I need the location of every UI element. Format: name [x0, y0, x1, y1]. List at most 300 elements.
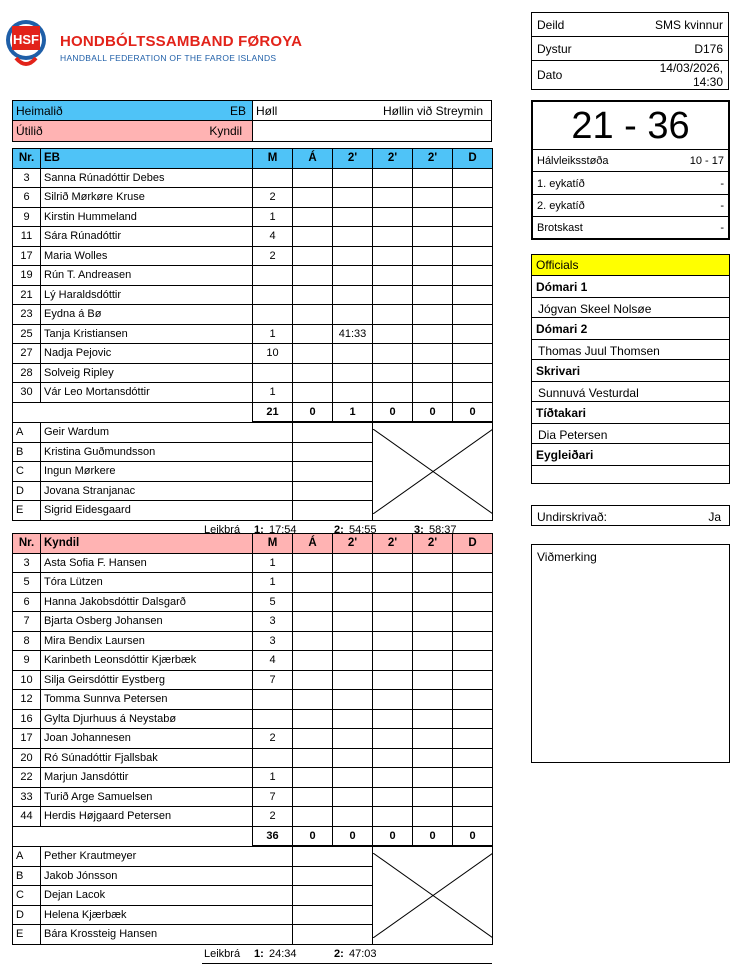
- player-number: 25: [13, 324, 41, 344]
- player-stat-s1: [333, 592, 373, 612]
- player-stat-s3: [413, 670, 453, 690]
- player-stat-s1: [333, 227, 373, 247]
- score-detail-label: Brotskast: [537, 222, 583, 234]
- player-name: Gylta Djurhuus á Neystabø: [41, 709, 253, 729]
- player-row: [13, 363, 493, 383]
- player-row: [13, 285, 493, 305]
- player-row: [13, 383, 493, 403]
- player-stat-s2: [373, 807, 413, 827]
- staff-blank: [293, 866, 373, 886]
- player-stat-m: 7: [253, 670, 293, 690]
- player-name: Sanna Rúnadóttir Debes: [41, 168, 253, 188]
- player-stat-s1: [333, 612, 373, 632]
- player-stat-s2: [373, 188, 413, 208]
- player-stat-s1: [333, 363, 373, 383]
- player-number: 33: [13, 787, 41, 807]
- staff-blank: [293, 442, 373, 462]
- staff-blank: [293, 423, 373, 443]
- player-row: [13, 787, 493, 807]
- timeout-time: 17:54: [269, 523, 297, 536]
- col-header: 2': [413, 149, 453, 169]
- official-role: Eygleiðari: [536, 448, 594, 462]
- player-stat-a: [293, 592, 333, 612]
- official-name-box: [532, 423, 729, 444]
- player-stat-s3: [413, 612, 453, 632]
- player-stat-s3: [413, 787, 453, 807]
- player-stat-s1: [333, 670, 373, 690]
- player-row: [13, 246, 493, 266]
- staff-name: Jovana Stranjanac: [41, 481, 293, 501]
- player-row: [13, 612, 493, 632]
- player-stat-s1: [333, 631, 373, 651]
- player-stat-a: [293, 690, 333, 710]
- player-stat-m: [253, 363, 293, 383]
- total-a: 0: [293, 826, 333, 846]
- player-name: Silrið Mørkøre Kruse: [41, 188, 253, 208]
- score-detail-label: Hálvleiksstøða: [537, 155, 609, 167]
- player-stat-d: [453, 612, 493, 632]
- player-number: 11: [13, 227, 41, 247]
- score-detail-extra1: [533, 173, 728, 195]
- timeout-number: 2:: [334, 523, 344, 536]
- official-name: Dia Petersen: [538, 428, 608, 442]
- player-stat-s2: [373, 709, 413, 729]
- player-stat-m: 1: [253, 324, 293, 344]
- score-detail-halftime: [533, 151, 728, 172]
- player-row: [13, 573, 493, 593]
- official-name-box: [532, 339, 729, 360]
- player-stat-d: [453, 344, 493, 364]
- player-number: 17: [13, 729, 41, 749]
- player-stat-a: [293, 324, 333, 344]
- official-name: Jógvan Skeel Nolsøe: [538, 302, 652, 316]
- player-stat-m: [253, 709, 293, 729]
- federation-subtitle: HANDBALL FEDERATION OF THE FAROE ISLANDS: [60, 53, 277, 63]
- player-stat-d: [453, 651, 493, 671]
- player-name: Mira Bendix Laursen: [41, 631, 253, 651]
- player-stat-s2: [373, 670, 413, 690]
- player-stat-s1: [333, 344, 373, 364]
- staff-blank: [293, 886, 373, 906]
- player-stat-s1: [333, 651, 373, 671]
- player-row: [13, 631, 493, 651]
- player-stat-s3: [413, 246, 453, 266]
- player-row: [13, 324, 493, 344]
- player-name: Karinbeth Leonsdóttir Kjærbæk: [41, 651, 253, 671]
- player-stat-m: 5: [253, 592, 293, 612]
- totals-blank: [13, 402, 253, 422]
- staff-name: Ingun Mørkere: [41, 462, 293, 482]
- player-stat-m: [253, 285, 293, 305]
- player-stat-s3: [413, 592, 453, 612]
- player-stat-s3: [413, 207, 453, 227]
- hsf-emblem-icon: [4, 14, 48, 74]
- player-stat-s3: [413, 227, 453, 247]
- player-stat-a: [293, 748, 333, 768]
- player-name: Rún T. Andreasen: [41, 266, 253, 286]
- player-stat-d: [453, 324, 493, 344]
- staff-blank: [293, 501, 373, 521]
- roster-header-row: [13, 149, 493, 169]
- col-header: M: [253, 149, 293, 169]
- roster-table: [12, 148, 493, 422]
- player-name: Eydna á Bø: [41, 305, 253, 325]
- staff-blank: [293, 905, 373, 925]
- info-label: Dato: [532, 61, 631, 90]
- player-stat-s3: [413, 266, 453, 286]
- player-name: Turið Arge Samuelsen: [41, 787, 253, 807]
- info-value: D176: [630, 37, 729, 61]
- player-stat-a: [293, 188, 333, 208]
- player-stat-a: [293, 631, 333, 651]
- staff-code: D: [13, 481, 41, 501]
- roster-team-name: EB: [41, 149, 253, 169]
- cross-out-icon: [373, 853, 493, 938]
- player-stat-s3: [413, 324, 453, 344]
- player-name: Hanna Jakobsdóttir Dalsgarð: [41, 592, 253, 612]
- player-stat-a: [293, 709, 333, 729]
- signed-label: Undirskrivað:: [537, 510, 608, 524]
- staff-name: Sigrid Eidesgaard: [41, 501, 293, 521]
- timeouts-label: Leikbrá: [204, 523, 241, 536]
- player-stat-s3: [413, 768, 453, 788]
- player-stat-m: 3: [253, 631, 293, 651]
- player-stat-s2: [373, 573, 413, 593]
- player-name: Maria Wolles: [41, 246, 253, 266]
- total-s1: 0: [333, 826, 373, 846]
- hall-label: Høll: [256, 104, 278, 118]
- staff-name: Kristina Guðmundsson: [41, 442, 293, 462]
- timeout-time: 54:55: [349, 523, 377, 536]
- roster-team-name: Kyndil: [41, 534, 253, 554]
- player-stat-s3: [413, 363, 453, 383]
- svg-text:HSF: HSF: [13, 32, 39, 47]
- player-stat-s1: [333, 168, 373, 188]
- totals-row: [13, 826, 493, 846]
- player-stat-d: [453, 670, 493, 690]
- staff-blank: [293, 847, 373, 867]
- player-row: [13, 690, 493, 710]
- player-number: 22: [13, 768, 41, 788]
- info-row-date: [532, 61, 729, 90]
- player-stat-a: [293, 612, 333, 632]
- hall-row: [253, 101, 491, 121]
- player-number: 27: [13, 344, 41, 364]
- player-stat-s3: [413, 631, 453, 651]
- player-stat-d: [453, 207, 493, 227]
- player-stat-m: 4: [253, 651, 293, 671]
- away-label: Útilið: [16, 124, 43, 138]
- total-s2: 0: [373, 826, 413, 846]
- player-stat-a: [293, 573, 333, 593]
- officials-header: Officials: [532, 255, 729, 276]
- player-stat-m: 1: [253, 553, 293, 573]
- total-m: 21: [253, 402, 293, 422]
- player-stat-d: [453, 748, 493, 768]
- total-s3: 0: [413, 402, 453, 422]
- timeout-number: 3:: [414, 523, 424, 536]
- away-team-name: Kyndil: [209, 124, 242, 138]
- player-stat-s2: [373, 344, 413, 364]
- staff-blank: [293, 481, 373, 501]
- player-stat-s2: [373, 266, 413, 286]
- player-stat-m: 1: [253, 768, 293, 788]
- total-a: 0: [293, 402, 333, 422]
- info-label: Dystur: [532, 37, 631, 61]
- player-stat-d: [453, 285, 493, 305]
- player-number: 19: [13, 266, 41, 286]
- player-stat-d: [453, 246, 493, 266]
- staff-name: Helena Kjærbæk: [41, 905, 293, 925]
- col-header: Á: [293, 534, 333, 554]
- player-row: [13, 553, 493, 573]
- player-number: 20: [13, 748, 41, 768]
- info-row-match: [532, 37, 729, 61]
- player-stat-s2: [373, 285, 413, 305]
- staff-name: Dejan Lacok: [41, 886, 293, 906]
- col-header: M: [253, 534, 293, 554]
- player-stat-s3: [413, 285, 453, 305]
- player-stat-s1: [333, 709, 373, 729]
- player-name: Lý Haraldsdóttir: [41, 285, 253, 305]
- player-stat-a: [293, 651, 333, 671]
- player-name: Sára Rúnadóttir: [41, 227, 253, 247]
- hall-name: Høllin við Streymin: [382, 104, 483, 118]
- player-stat-s2: [373, 324, 413, 344]
- player-stat-s2: [373, 592, 413, 612]
- player-number: 28: [13, 363, 41, 383]
- player-row: [13, 709, 493, 729]
- col-header: 2': [413, 534, 453, 554]
- player-stat-s1: [333, 207, 373, 227]
- player-stat-a: [293, 807, 333, 827]
- away-team-row: [13, 121, 253, 141]
- player-row: [13, 168, 493, 188]
- player-number: 30: [13, 383, 41, 403]
- player-stat-s2: [373, 748, 413, 768]
- col-header: D: [453, 534, 493, 554]
- player-number: 3: [13, 168, 41, 188]
- staff-code: B: [13, 442, 41, 462]
- player-stat-d: [453, 168, 493, 188]
- player-stat-d: [453, 573, 493, 593]
- federation-logo: [4, 14, 48, 74]
- player-stat-s1: [333, 553, 373, 573]
- player-stat-m: 1: [253, 207, 293, 227]
- player-stat-d: [453, 729, 493, 749]
- player-stat-a: [293, 553, 333, 573]
- player-stat-s2: [373, 768, 413, 788]
- player-row: [13, 729, 493, 749]
- staff-table: [12, 422, 493, 521]
- player-stat-m: [253, 748, 293, 768]
- score-detail-value: -: [720, 222, 724, 234]
- player-stat-m: 1: [253, 573, 293, 593]
- official-name-box: [532, 381, 729, 402]
- player-stat-s3: [413, 553, 453, 573]
- staff-code: C: [13, 462, 41, 482]
- player-stat-s1: [333, 748, 373, 768]
- player-name: Vár Leo Mortansdóttir: [41, 383, 253, 403]
- player-number: 3: [13, 553, 41, 573]
- player-stat-m: 10: [253, 344, 293, 364]
- staff-row: [13, 423, 493, 443]
- player-stat-d: [453, 363, 493, 383]
- player-row: [13, 592, 493, 612]
- player-row: [13, 227, 493, 247]
- player-name: Kirstin Hummeland: [41, 207, 253, 227]
- remarks-box: [531, 544, 730, 763]
- timeout-number: 1:: [254, 947, 264, 960]
- player-row: [13, 768, 493, 788]
- player-number: 9: [13, 651, 41, 671]
- player-stat-a: [293, 729, 333, 749]
- player-number: 21: [13, 285, 41, 305]
- player-number: 16: [13, 709, 41, 729]
- total-s1: 1: [333, 402, 373, 422]
- player-stat-m: 4: [253, 227, 293, 247]
- player-row: [13, 344, 493, 364]
- player-stat-a: [293, 168, 333, 188]
- timeouts-row: [202, 945, 492, 964]
- player-stat-d: [453, 631, 493, 651]
- match-info-table: [531, 12, 729, 90]
- player-row: [13, 188, 493, 208]
- player-name: Herdis Højgaard Petersen: [41, 807, 253, 827]
- player-number: 6: [13, 188, 41, 208]
- home-team-row: [13, 101, 253, 121]
- staff-row: [13, 847, 493, 867]
- player-name: Solveig Ripley: [41, 363, 253, 383]
- player-stat-s1: [333, 266, 373, 286]
- player-stat-m: [253, 266, 293, 286]
- player-stat-s3: [413, 651, 453, 671]
- staff-code: A: [13, 423, 41, 443]
- col-header: 2': [333, 534, 373, 554]
- player-number: 23: [13, 305, 41, 325]
- player-number: 6: [13, 592, 41, 612]
- col-header-nr: Nr.: [13, 534, 41, 554]
- score-detail-label: 1. eykatíð: [537, 178, 585, 190]
- info-value: 14/03/2026, 14:30: [630, 61, 729, 90]
- staff-cross-cell: [373, 423, 493, 521]
- player-stat-a: [293, 383, 333, 403]
- staff-name: Jakob Jónsson: [41, 866, 293, 886]
- player-stat-s2: [373, 227, 413, 247]
- timeout-time: 24:34: [269, 947, 297, 960]
- score-detail-value: -: [720, 178, 724, 190]
- player-stat-s3: [413, 168, 453, 188]
- player-name: Marjun Jansdóttir: [41, 768, 253, 788]
- player-stat-m: 2: [253, 246, 293, 266]
- total-d: 0: [453, 402, 493, 422]
- player-stat-d: [453, 266, 493, 286]
- totals-blank: [13, 826, 253, 846]
- player-stat-d: [453, 787, 493, 807]
- staff-name: Pether Krautmeyer: [41, 847, 293, 867]
- player-stat-s1: [333, 807, 373, 827]
- player-stat-s1: [333, 188, 373, 208]
- total-s2: 0: [373, 402, 413, 422]
- official-role: Dómari 1: [536, 280, 588, 294]
- player-number: 9: [13, 207, 41, 227]
- player-name: Silja Geirsdóttir Eystberg: [41, 670, 253, 690]
- player-stat-s2: [373, 305, 413, 325]
- player-stat-d: [453, 227, 493, 247]
- score-detail-value: -: [720, 200, 724, 212]
- player-stat-a: [293, 344, 333, 364]
- player-stat-s1: [333, 285, 373, 305]
- col-header: 2': [373, 149, 413, 169]
- staff-code: A: [13, 847, 41, 867]
- player-stat-s1: [333, 246, 373, 266]
- player-stat-s1: 41:33: [333, 324, 373, 344]
- player-stat-s3: [413, 748, 453, 768]
- player-row: [13, 807, 493, 827]
- player-row: [13, 670, 493, 690]
- player-stat-d: [453, 709, 493, 729]
- score-detail-penalties: [533, 218, 728, 238]
- player-name: Tanja Kristiansen: [41, 324, 253, 344]
- player-stat-m: [253, 690, 293, 710]
- player-number: 17: [13, 246, 41, 266]
- staff-table: [12, 846, 493, 945]
- player-stat-s1: [333, 383, 373, 403]
- player-stat-a: [293, 787, 333, 807]
- cross-out-icon: [373, 429, 493, 514]
- col-header: 2': [373, 534, 413, 554]
- player-stat-s2: [373, 787, 413, 807]
- player-name: Tomma Sunnva Petersen: [41, 690, 253, 710]
- score-box: [531, 100, 730, 240]
- player-stat-s2: [373, 553, 413, 573]
- player-stat-d: [453, 305, 493, 325]
- player-stat-s2: [373, 246, 413, 266]
- player-stat-d: [453, 807, 493, 827]
- official-name: Sunnuvá Vesturdal: [538, 386, 639, 400]
- timeouts-label: Leikbrá: [204, 947, 241, 960]
- player-row: [13, 207, 493, 227]
- player-stat-a: [293, 363, 333, 383]
- official-role: Tíðtakari: [536, 406, 587, 420]
- player-stat-a: [293, 227, 333, 247]
- signed-box: [531, 505, 730, 526]
- staff-code: B: [13, 866, 41, 886]
- player-stat-m: [253, 305, 293, 325]
- info-row-league: [532, 13, 729, 37]
- total-m: 36: [253, 826, 293, 846]
- player-row: [13, 748, 493, 768]
- player-stat-s2: [373, 207, 413, 227]
- home-label: Heimalið: [16, 104, 63, 118]
- player-stat-d: [453, 768, 493, 788]
- final-score: 21 - 36: [533, 102, 728, 150]
- official-name-box: [532, 297, 729, 318]
- player-name: Nadja Pejovic: [41, 344, 253, 364]
- col-header: D: [453, 149, 493, 169]
- score-detail-extra2: [533, 196, 728, 217]
- player-stat-s1: [333, 729, 373, 749]
- player-number: 10: [13, 670, 41, 690]
- player-stat-s1: [333, 305, 373, 325]
- player-stat-s3: [413, 344, 453, 364]
- player-stat-a: [293, 246, 333, 266]
- player-name: Bjarta Osberg Johansen: [41, 612, 253, 632]
- official-role: Skrivari: [536, 364, 581, 378]
- player-stat-m: 2: [253, 729, 293, 749]
- player-row: [13, 266, 493, 286]
- score-detail-label: 2. eykatíð: [537, 200, 585, 212]
